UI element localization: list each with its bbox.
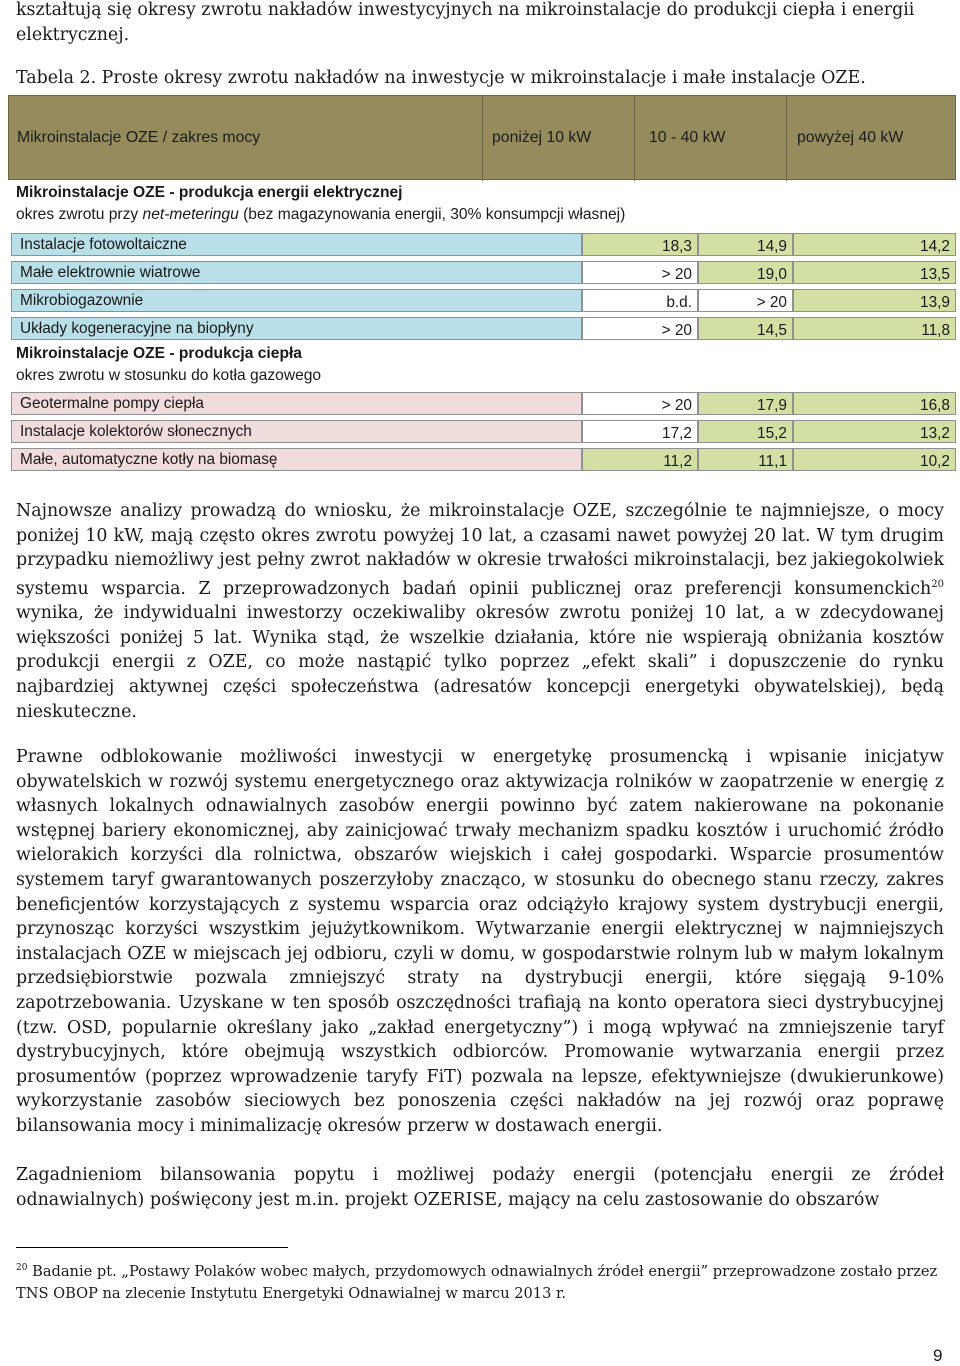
row-label: Mikrobiogazownie [11, 289, 582, 312]
intro-line-1: kształtują się okresy zwrotu nakładów inwestycyjnych na mikroinstalacje do produkcji ciepła i energii [16, 0, 915, 20]
cell-above-40kw: 13,5 [793, 261, 956, 284]
section-electric-subtitle: okres zwrotu przy net-meteringu (bez magazynowania energii, 30% konsumpcji własnej) [16, 206, 626, 223]
cell-below-10kw: > 20 [582, 317, 698, 340]
cell-above-40kw: 13,2 [793, 420, 956, 443]
table-row [8, 289, 956, 312]
cell-above-40kw: 10,2 [793, 448, 956, 471]
section-heat-subtitle: okres zwrotu w stosunku do kotła gazowego [16, 367, 322, 384]
footnote: $^{20}$ Badanie pt. „Postawy Polaków wobec małych, przydomowych odnawialnych źródeł energii” przeprowadzone zostało przez TNS OBOP na zlecenie Instytutu Energetyki Odnawialnej w marcu 2013 r. [16, 1262, 938, 1302]
section-heat-heading: Mikroinstalacje OZE - produkcja ciepła [16, 345, 302, 362]
paragraph-1: Najnowsze analizy prowadzą do wniosku, że mikroinstalacje OZE, szczególnie te najmniejsze, o mocy poniżej 10 kW, mają często okres zwrotu powyżej 10 lat, a czasami nawet powyżej 20 lat. W tym drugim przypadku niemożliwy jest pełny zwrot nakładów w okresie trwałości mikroinstalacji, bez jakiegokolwiek systemu wsparcia. Z przeprowadzonych badań opinii publicznej oraz preferencji konsumenckich$^{20}$ wynika, że indywidualni inwestorzy oczekiwaliby okresów zwrotu poniżej 10 lat, a w zdecydowanej większości poniżej 5 lat. Wynika stąd, że wszelkie działania, które nie wspierają obniżania kosztów produkcji energii z OZE, co może nastąpić tylko poprzez „efekt skali” i dopuszczenie do rynku najbardziej aktywnej części społeczeństwa (adresatów koncepcji energetyki obywatelskiej), będą nieskuteczne. [16, 501, 944, 722]
row-label: Układy kogeneracyjne na biopłyny [11, 317, 582, 340]
page-number: 9 [933, 1346, 943, 1365]
intro-text [16, 0, 944, 47]
header-above-40kw: powyżej 40 kW [797, 129, 904, 146]
table-row [8, 233, 956, 256]
cell-below-10kw: 11,2 [582, 448, 698, 471]
section-electric-heading: Mikroinstalacje OZE - produkcja energii elektrycznej [16, 184, 403, 201]
intro-line-2: elektrycznej. [16, 24, 130, 45]
footnote-ref[interactable]: 20 [931, 578, 944, 590]
cell-below-10kw: > 20 [582, 261, 698, 284]
cell-10-40kw: > 20 [698, 289, 793, 312]
cell-10-40kw: 17,9 [698, 392, 793, 415]
cell-10-40kw: 14,9 [698, 233, 793, 256]
row-label: Instalacje kolektorów słonecznych [11, 420, 582, 443]
footnote-number: 20 [16, 1263, 28, 1273]
footnote-separator [16, 1247, 288, 1248]
paragraph-2: Prawne odblokowanie możliwości inwestycji w energetykę prosumencką i wpisanie inicjatyw obywatelskich w rozwój systemu energetycznego oraz aktywizacja rolników w zaopatrzenie w energię z własnych lokalnych odnawialnych zasobów energii powinno być zatem nakierowane na pokonanie wstępnej bariery ekonomicznej, aby zainicjować trwały mechanizm spadku kosztów i uruchomić źródło wielorakich korzyści dla rolnictwa, obszarów wiejskich i całej gospodarki. Wsparcie prosumentów systemem taryf gwarantowanych poszerzyłoby znacząco, w stosunku do obecnego stanu rzeczy, zakres beneficjentów korzystających z systemu wsparcia oraz odciążyło krajowy system dystrybucji energii, przynosząc korzyści wszystkim jejużytkownikom. Wytwarzanie energii elektrycznej w najmniejszych instalacjach OZE w miejscach jej odbioru, czyli w domu, w gospodarstwie rolnym lub w małym lokalnym przedsiębiorstwie pozwala zmniejszyć straty na dystrybucji energii, które sięgają 9-10% zapotrzebowania. Uzyskane w ten sposób oszczędności trafiają na konto operatora sieci dystrybucyjnej (tzw. OSD, popularnie określany jako „zakład energetyczny”) i mogą wpływać na zmniejszenie taryf dystrybucyjnych, które obejmują wszystkich odbiorców. Promowanie wytwarzania energii przez prosumentów (poprzez wprowadzenie taryfy FiT) pozwala na lepsze, efektywniejsze (dwukierunkowe) wykorzystanie zasobów sieciowych bez ponoszenia części nakładów na jej rozwój oraz poprawę bilansowania mocy i minimalizację okresów przerw w dostawach energii. [16, 747, 944, 1136]
section-heat-title [16, 343, 321, 387]
cell-above-40kw: 11,8 [793, 317, 956, 340]
cell-above-40kw: 14,2 [793, 233, 956, 256]
cell-below-10kw: 18,3 [582, 233, 698, 256]
cell-10-40kw: 11,1 [698, 448, 793, 471]
cell-above-40kw: 13,9 [793, 289, 956, 312]
row-label: Małe, automatyczne kotły na biomasę [11, 448, 582, 471]
cell-below-10kw: > 20 [582, 392, 698, 415]
table-row [8, 392, 956, 415]
table-header [8, 95, 956, 180]
cell-10-40kw: 15,2 [698, 420, 793, 443]
header-10-40kw: 10 - 40 kW [649, 129, 726, 146]
header-range: Mikroinstalacje OZE / zakres mocy [17, 129, 261, 146]
table-row [8, 317, 956, 340]
cell-10-40kw: 19,0 [698, 261, 793, 284]
cell-above-40kw: 16,8 [793, 392, 956, 415]
row-label: Instalacje fotowoltaiczne [11, 233, 582, 256]
table-row [8, 420, 956, 443]
row-label: Małe elektrownie wiatrowe [11, 261, 582, 284]
cell-10-40kw: 14,5 [698, 317, 793, 340]
header-below-10kw: poniżej 10 kW [492, 129, 592, 146]
cell-below-10kw: 17,2 [582, 420, 698, 443]
table-row [8, 448, 956, 471]
section-electric-title [16, 182, 625, 226]
cell-below-10kw: b.d. [582, 289, 698, 312]
row-label: Geotermalne pompy ciepła [11, 392, 582, 415]
paragraph-3: Zagadnieniom bilansowania popytu i możliwej podaży energii (potencjału energii ze źródeł odnawialnych) poświęcony jest m.in. projekt OZERISE, mający na celu zastosowanie do obszarów [16, 1165, 944, 1210]
table-row [8, 261, 956, 284]
table-caption: Tabela 2. Proste okresy zwrotu nakładów na inwestycje w mikroinstalacje i małe instalacje OZE. [16, 68, 866, 88]
